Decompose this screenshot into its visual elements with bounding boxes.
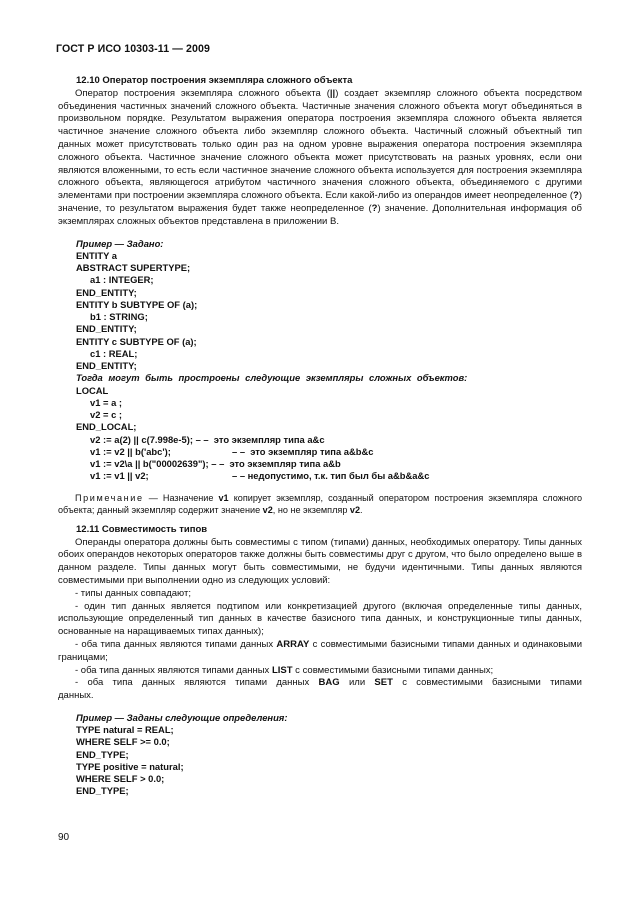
example-then-caption: Тогда могут быть простроены следующие экземпляры сложных объектов: [76, 372, 468, 384]
list-item: - типы данных совпадают; [75, 587, 191, 599]
example-type-definitions [76, 712, 582, 798]
section-12-10-paragraph: Оператор построения экземпляра сложного объекта (||) создает экземпляр сложного объекта посредством объединения частичных значений сложного объекта. Частичные значения сложного объекта могут объединяться в произвольном порядке. Результатом выражения оператора построения экземпляра сложного объекта является частичное значение сложного объекта либо экземпляр сложного объекта. Частичный сложный объектный тип данных может присутствовать только один раз на одном уровне выражения оператора построения экземпляра сложного объекта. Частичное значение сложного объекта может присутствовать на разных уровнях, если они являются вложенными, то есть если частичное значение сложного объекта используется для построения экземпляра сложного объекта, являющегося атрибутом частичного значения сложного объекта, объединяемого с другими элементами при построении экземпляра сложного объекта. Если какой-либо из операндов имеет неопределенное (?) значение, то результатом выражения будет также неопределенное (?) значение. Дополнительная информация об экземплярах сложных объектов представлена в приложении В. [58, 87, 582, 227]
section-12-11-title: 12.11 Совместимость типов [76, 523, 208, 535]
list-item: - один тип данных является подтипом или конкретизацией другого (включая определенные типы данных, использующие определенный тип данных в качестве базисного типа данных, и конструкционные типы данных, основанные на наращиваемых типах данных); [58, 600, 582, 638]
note-paragraph: Примечание — Назначение v1 копирует экземпляр, созданный оператором построения экземпляра сложного объекта; данный экземпляр содержит значение v2, но не экземпляр v2. [58, 492, 583, 516]
code-line: END_ENTITY; [76, 323, 137, 335]
code-statement: v1 := v1 || v2; – – недопустимо, т.к. тип был бы a&b&a&c [90, 470, 430, 482]
code-line: c1 : REAL; [90, 347, 138, 359]
code-line: b1 : STRING; [90, 311, 148, 323]
code-line: WHERE SELF >= 0.0; [76, 736, 170, 748]
list-item: - оба типа данных являются типами данных BAG или SET с совместимыми базисными типами данных. [58, 677, 582, 702]
code-statement: v1 := v2\a || b("00002639"); – – это экземпляр типа a&b [90, 458, 341, 470]
page-body [58, 75, 582, 798]
example-caption: Пример — Задано: [76, 237, 164, 249]
section-12-10-title: 12.10 Оператор построения экземпляра сложного объекта [76, 75, 353, 86]
page-number: 90 [58, 832, 70, 843]
code-line: LOCAL [76, 384, 109, 396]
example-complex-entity [76, 238, 582, 483]
section-12-11-paragraph: Операнды оператора должны быть совместимы с типом (типами) данных, необходимых оператору. Типы данных обоих операндов некоторых операторов также должны быть совместимы друг с другом, что было определено выше в данном разделе. Типы данных могут быть совместимыми, не будучи идентичными. Типы данных являются совместимыми при выполнении одно из следующих условий: [58, 536, 582, 586]
code-line: TYPE positive = natural; [76, 760, 184, 772]
code-line: END_TYPE; [76, 785, 129, 797]
document-header: ГОСТ Р ИСО 10303-11 — 2009 [56, 43, 210, 55]
code-statement: v1 := v2 || b('abc'); – – это экземпляр типа a&b&c [90, 445, 374, 457]
code-line: END_TYPE; [76, 748, 129, 760]
code-line: END_ENTITY; [76, 286, 137, 298]
code-line: v2 = c ; [90, 409, 123, 421]
code-line: ABSTRACT SUPERTYPE; [76, 262, 191, 274]
code-line: WHERE SELF > 0.0; [76, 773, 165, 785]
code-line: a1 : INTEGER; [90, 274, 154, 286]
code-statement: v2 := a(2) || c(7.998e-5); – – это экземпляр типа a&c [90, 433, 325, 445]
example-caption: Пример — Заданы следующие определения: [76, 711, 288, 723]
code-line: END_LOCAL; [76, 421, 137, 433]
code-line: TYPE natural = REAL; [76, 724, 174, 736]
code-line: ENTITY b SUBTYPE OF (a); [76, 298, 198, 310]
code-line: v1 = a ; [90, 396, 123, 408]
code-line: ENTITY c SUBTYPE OF (a); [76, 335, 197, 347]
list-item: - оба типа данных являются типами данных ARRAY с совместимыми базисными типами данных и одинаковыми границами; [58, 638, 583, 663]
list-item: - оба типа данных являются типами данных LIST с совместимыми базисными типами данных; [75, 664, 494, 676]
code-line: ENTITY a [76, 249, 117, 261]
code-line: END_ENTITY; [76, 360, 137, 372]
